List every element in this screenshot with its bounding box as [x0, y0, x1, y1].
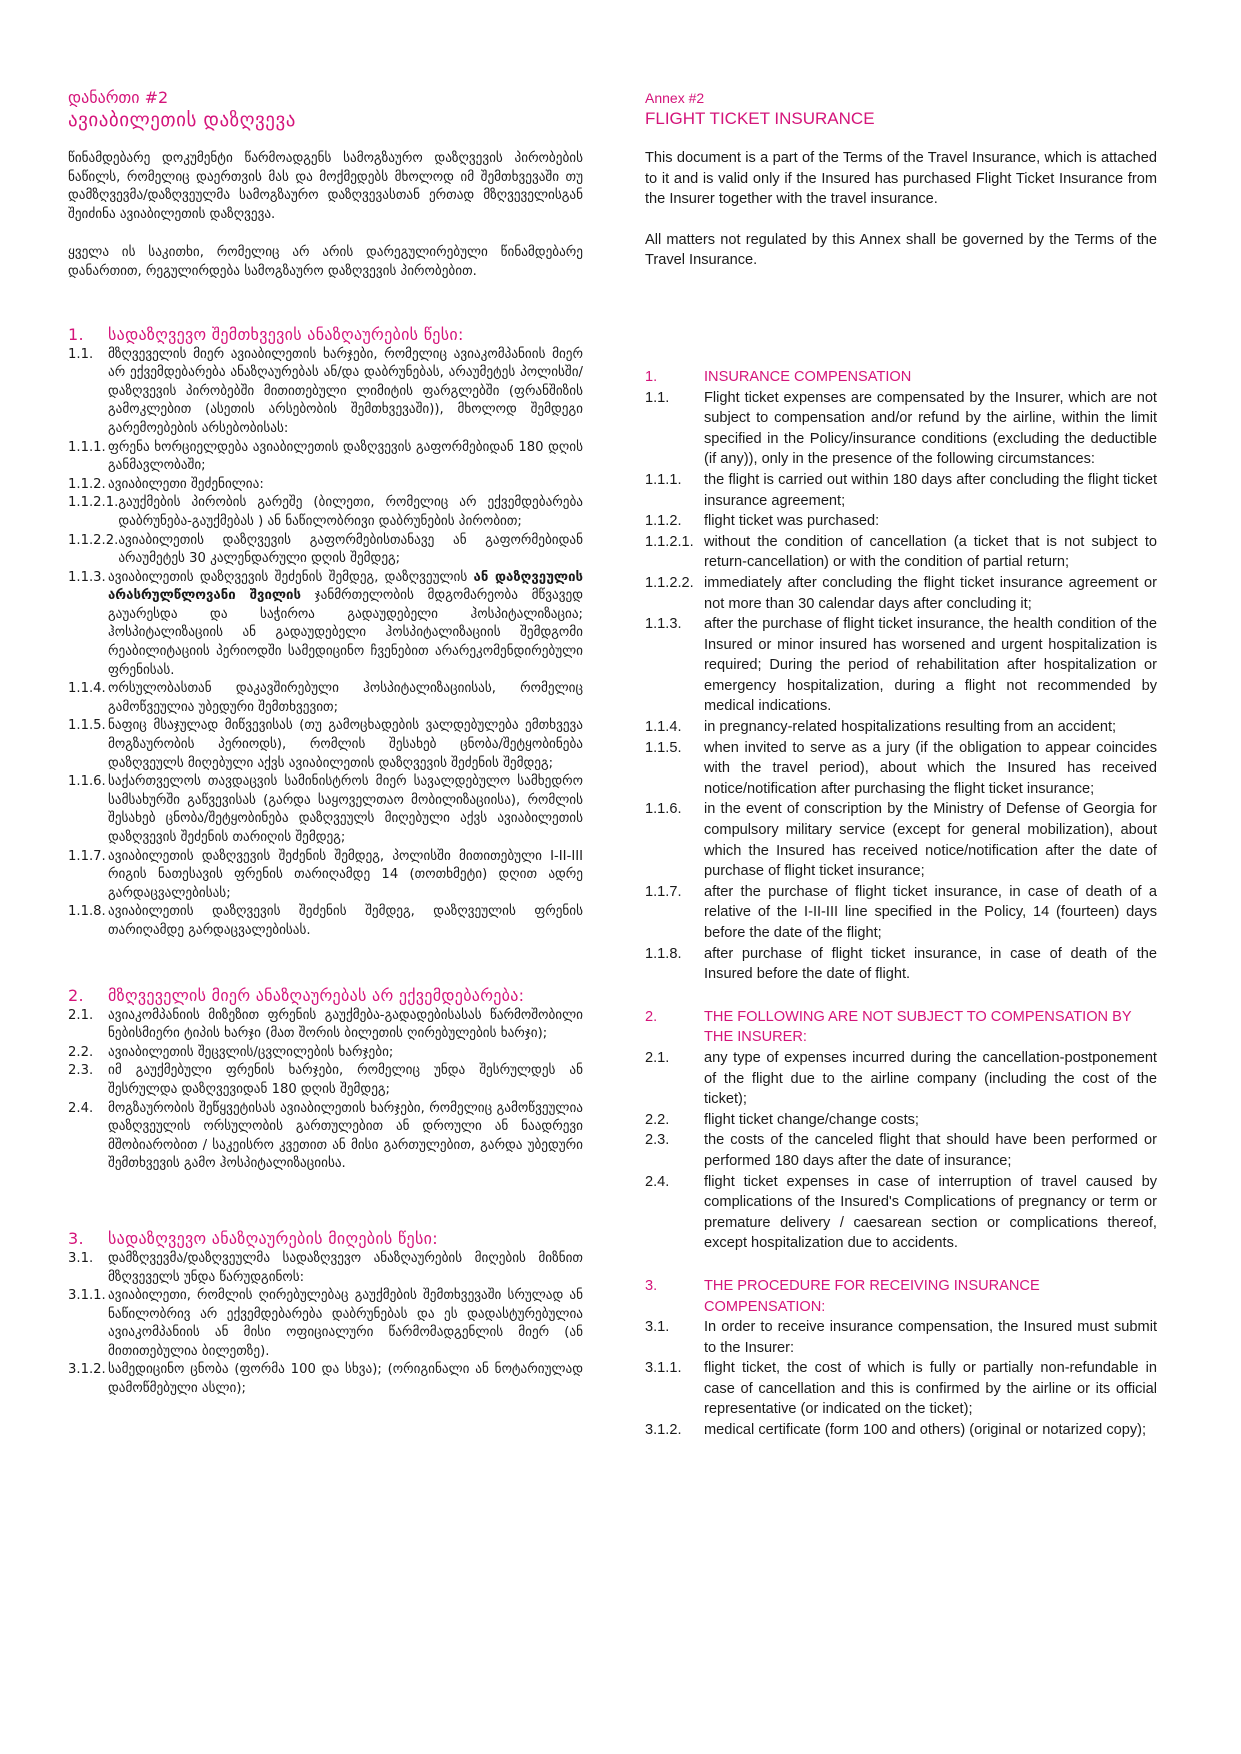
item-text: ავიაბილეთის შეცვლის/ცვლილების ხარჯები;	[108, 1044, 394, 1060]
list-item	[645, 1130, 1157, 1171]
intro-paragraph: All matters not regulated by this Annex shall be governed by the Terms of the Travel Insurance.	[645, 231, 1157, 269]
section-title: INSURANCE COMPENSATION	[704, 368, 912, 385]
list-item	[645, 1317, 1157, 1358]
document-title: FLIGHT TICKET INSURANCE	[645, 109, 875, 128]
list-item	[645, 388, 1157, 470]
item-text: ფრენა ხორციელდება ავიაბილეთის დაზღვევის გაფორმებიდან 180 დღის განმავლობაში;	[108, 439, 583, 474]
list-item	[68, 903, 583, 940]
list-item	[645, 882, 1157, 944]
section-number: 1.	[645, 368, 658, 385]
item-text: სამედიცინო ცნობა (ფორმა 100 და სხვა); (ორიგინალი ან ნოტარიულად დამოწმებული ასლი);	[108, 1362, 583, 1397]
list-item	[645, 738, 1157, 800]
item-number: 1.1.3.	[645, 616, 682, 633]
item-text: დამზღვევმა/დაზღვეულმა სადაზღვევო ანაზღაურების მიღების მიზნით მზღვეველს უნდა წარუდგინოს:	[108, 1250, 583, 1285]
item-number: 1.1.2.	[645, 513, 682, 530]
item-number: 1.1.8.	[68, 904, 106, 920]
section-title: THE FOLLOWING ARE NOT SUBJECT TO COMPENSATION BY THE INSURER:	[704, 1008, 1132, 1046]
list-item	[68, 532, 583, 569]
item-text: იმ გაუქმებული ფრენის ხარჯები, რომელიც უნდა შესრულდეს ან შესრულდა დაზღვევიდან 180 დღის შემდეგ;	[108, 1063, 583, 1097]
item-text: in the event of conscription by the Ministry of Defense of Georgia for compulsory military service (except for general mobilization), about which the Insured has received notice/notification after the date of purchase of flight ticket insurance;	[704, 801, 1157, 880]
item-number: 1.1.5.	[68, 718, 106, 734]
item-text: in pregnancy-related hospitalizations resulting from an accident;	[704, 719, 1117, 736]
item-text	[108, 569, 583, 681]
section-2	[645, 1007, 1157, 1254]
item-number: 3.1.1.	[68, 1288, 106, 1304]
item-number: 1.1.2.1.	[68, 495, 119, 511]
item-number: 1.1.	[645, 389, 670, 406]
section-2	[68, 985, 583, 1174]
item-text: after the purchase of flight ticket insurance, the health condition of the Insured or minor insured has worsened and urgent hospitalization is required; During the period of rehabilitation after hospitalization or emergency hospitalization, during a flight not recommended by medical indications.	[704, 616, 1157, 715]
item-text: medical certificate (form 100 and others) (original or notarized copy);	[704, 1422, 1147, 1439]
item-number: 1.1.1.	[68, 439, 106, 455]
list-item	[645, 573, 1157, 614]
item-number: 2.2.	[68, 1044, 94, 1060]
list-item	[645, 1048, 1157, 1110]
item-number: 1.1.5.	[645, 739, 682, 756]
item-text: ნაფიც მსაჯულად მიწვევისას (თუ გამოცხადების ვალდებულება ემთხვევა მოგზაურობის პერიოდს), რომლის შესახებ ცნობა/შეტყობინება დაზღვეულს მიღებული აქვს ავიაბილეთის დაზღვევის შეძენის შემდეგ;	[108, 718, 583, 771]
item-text: when invited to serve as a jury (if the obligation to appear coincides with the travel period), about which the Insured has received notice/notification after purchasing the flight ticket insurance;	[704, 739, 1157, 797]
item-text: Flight ticket expenses are compensated by the Insurer, which are not subject to compensation and/or refund by the airline, within the limit specified in the Policy/insurance conditions (excluding the deductible (if any)), only in the presence of the following circumstances:	[704, 389, 1157, 468]
section-number: 3.	[645, 1277, 658, 1294]
item-number: 2.1.	[645, 1049, 670, 1066]
section-title: სადაზღვევო ანაზღაურების მიღების წესი:	[108, 1228, 438, 1248]
item-text: ავიაბილეთი შეძენილია:	[108, 476, 264, 492]
section-3	[645, 1276, 1157, 1441]
list-item	[68, 439, 583, 476]
item-number: 1.1.6.	[645, 801, 682, 818]
item-text: flight ticket was purchased:	[704, 513, 880, 530]
item-text: flight ticket expenses in case of interruption of travel caused by complications of the Insured's Complications of pregnancy or term or premature delivery / caesarean section or complications thereof, except hospitalization due to accidents.	[704, 1173, 1157, 1252]
list-item	[68, 569, 583, 681]
item-number: 3.1.	[68, 1250, 94, 1266]
item-number: 2.4.	[68, 1100, 94, 1116]
list-item	[68, 1044, 583, 1063]
item-text: flight ticket change/change costs;	[704, 1111, 919, 1128]
list-item	[68, 848, 583, 904]
item-number: 1.1.1.	[645, 471, 682, 488]
item-text: without the condition of cancellation (a ticket that is not subject to return-cancellation) or with the condition of partial return;	[704, 533, 1157, 571]
intro-paragraph: წინამდებარე დოკუმენტი წარმოადგენს სამოგზაურო დაზღვევის პირობების ნაწილს, რომელიც დაერთვის მას და მოქმედებს მხოლოდ იმ შემთხვევაში თუ დამზღვევმა/დაზღვეულმა სამოგზაურო დაზღვევასთან ერთად მზღვეველისგან შეიძინა ავიაბილეთის დაზღვევა.	[68, 151, 583, 222]
item-number: 1.1.4.	[645, 719, 682, 736]
item-text-part: ავიაბილეთის დაზღვევის შეძენის შემდეგ, დაზღვეულის	[108, 569, 474, 585]
list-item	[645, 717, 1157, 738]
item-number: 1.1.2.2.	[68, 532, 119, 548]
item-number: 2.2.	[645, 1111, 670, 1128]
list-item	[645, 511, 1157, 532]
english-column	[645, 88, 1157, 1441]
item-text: In order to receive insurance compensation, the Insured must submit to the Insurer:	[704, 1319, 1157, 1356]
item-number: 2.3.	[645, 1132, 670, 1149]
section-number: 1.	[68, 324, 84, 344]
item-number: 2.1.	[68, 1007, 94, 1023]
list-item	[645, 1358, 1157, 1420]
item-text: ავიაბილეთის დაზღვევის გაფორმებისთანავე ან გაფორმებიდან არაუმეტეს 30 კალენდარული დღის შემდეგ;	[118, 532, 583, 567]
item-text: ავიაბილეთის დაზღვევის შეძენის შემდეგ, დაზღვეულის ფრენის თარიღამდე გარდაცვალებისას.	[108, 904, 583, 938]
list-item	[645, 470, 1157, 511]
intro-paragraph: ყველა ის საკითხი, რომელიც არ არის დარეგულირებული წინამდებარე დანართით, რეგულირდება სამოგზაურო დაზღვევის პირობებით.	[68, 245, 583, 279]
item-text: the flight is carried out within 180 days after concluding the flight ticket insurance agreement;	[704, 471, 1157, 509]
item-text: ორსულობასთან დაკავშირებული ჰოსპიტალიზაციისას, რომელიც გამოწვეულია უბედური შემთხვევით;	[108, 681, 583, 715]
list-item	[645, 614, 1157, 717]
item-text: საქართველოს თავდაცვის სამინისტროს მიერ სავალდებულო სამხედრო სამსახურში გაწვევისას (გარდა საყოველთაო მობილიზაციისა), რომლის შესახებ ცნობა/შეტყობინება დაზღვეულს მიღებული აქვს ავიაბილეთის დაზღვევის შეძენის თარიღის შემდეგ;	[108, 774, 583, 845]
list-item	[68, 1062, 583, 1099]
annex-label: დანართი #2	[68, 88, 169, 107]
list-item	[68, 494, 583, 531]
list-item	[68, 773, 583, 847]
item-number: 1.1.3.	[68, 569, 106, 585]
item-number: 1.1.4.	[68, 681, 106, 697]
item-text: მოგზაურობის შეწყვეტისას ავიაბილეთის ხარჯები, რომელიც გამოწვეულია დაზღვეულის ორსულობის გართულებით ან დროული ან ნაადრევი მშობიარობით / საკეისრო კვეთით ან მისი გართულებით, გარდა უბედური შემთხვევის გამო ჰოსპიტალიზაციისა.	[108, 1100, 583, 1172]
item-text: მზღვეველის მიერ ავიაბილეთის ხარჯები, რომელიც ავიაკომპანიის მიერ არ ექვემდებარება ანაზღაურებას ან/და დაბრუნებას, არაუმეტეს პოლისში/დაზღვევის პირობებში მითითებული ლიმიტის ფარგლებში (ფრანშიზის გამოკლებით (ასეთის არსებობის შემთხვევაში)), მხოლოდ შემდეგი გარემოებების არსებობისას:	[108, 346, 583, 436]
item-number: 2.3.	[68, 1063, 94, 1079]
item-number: 3.1.1.	[645, 1360, 682, 1377]
georgian-column	[68, 88, 583, 1399]
list-item	[68, 680, 583, 717]
section-number: 2.	[68, 985, 84, 1005]
item-text: ავიაკომპანიის მიზეზით ფრენის გაუქმება-გადადებისასას წარმოშობილი ნებისმიერი ტიპის ხარჯი (მათ შორის ბილეთის ღირებულების ხარჯი);	[108, 1007, 583, 1042]
list-item	[68, 1007, 583, 1044]
item-number: 1.1.	[68, 346, 94, 362]
item-number: 1.1.2.	[68, 476, 106, 492]
section-1	[68, 324, 583, 941]
item-number: 1.1.8.	[645, 945, 682, 962]
item-text: immediately after concluding the flight ticket insurance agreement or not more than 30 calendar days after concluding it;	[704, 574, 1157, 612]
item-number: 1.1.2.1.	[645, 533, 694, 550]
section-3	[68, 1228, 583, 1399]
document-title: ავიაბილეთის დაზღვევა	[68, 109, 296, 131]
item-text: after the purchase of flight ticket insurance, in case of death of a relative of the I-II-III line specified in the Policy, 14 (fourteen) days before the date of the flight;	[704, 883, 1157, 941]
annex-label: Annex #2	[645, 90, 705, 106]
item-number: 1.1.6.	[68, 774, 106, 790]
item-text-emphasis: ან დაზღვეულის არასრულწლოვანი შვილის	[108, 569, 583, 604]
section-1	[645, 367, 1157, 985]
item-text: after purchase of flight ticket insurance, in case of death of the Insured before the date of flight.	[704, 945, 1157, 983]
item-text: ავიაბილეთის დაზღვევის შეძენის შემდეგ, პოლისში მითითებული I-II-III რიგის ნათესავის ფრენის თარიღამდე 14 (თოთხმეტი) დღით ადრე გარდაცვალებისას;	[108, 848, 583, 901]
list-item	[68, 1100, 583, 1174]
item-text-part: ჯანმრთელობის მდგომარეობა მწვავედ გაუარესდა და საჭიროა გადაუდებელი ჰოსპიტალიზაცია; ჰოსპიტალიზაციის ან გადაუდებელი ჰოსპიტალიზაციის შემდგომი რეაბილიტაციის პერიოდში სამედიცინო ჩვენებით არარეკომენდირებული ფრენისას.	[108, 588, 583, 678]
list-item	[645, 1110, 1157, 1131]
section-title: სადაზღვევო შემთხვევის ანაზღაურების წესი:	[108, 324, 464, 344]
item-text: flight ticket, the cost of which is fully or partially non-refundable in case of cancellation and this is confirmed by the airline or its official representative (or indicated on the ticket);	[704, 1360, 1157, 1418]
item-number: 1.1.2.2.	[645, 574, 694, 591]
list-item	[645, 944, 1157, 985]
list-item	[68, 476, 583, 495]
section-title: მზღვეველის მიერ ანაზღაურებას არ ექვემდებარება:	[108, 985, 525, 1005]
item-number: 2.4.	[645, 1173, 670, 1190]
list-item	[645, 1172, 1157, 1254]
list-item	[645, 532, 1157, 573]
item-number: 1.1.7.	[68, 848, 106, 864]
list-item	[68, 346, 583, 439]
intro-paragraph: This document is a part of the Terms of the Travel Insurance, which is attached to it and is valid only if the Insured has purchased Flight Ticket Insurance from the Insurer together with the travel insurance.	[645, 150, 1157, 208]
list-item	[68, 717, 583, 773]
list-item	[645, 1420, 1157, 1441]
section-number: 2.	[645, 1008, 658, 1025]
list-item	[68, 1361, 583, 1398]
section-title: THE PROCEDURE FOR RECEIVING INSURANCE COMPENSATION:	[704, 1277, 1040, 1315]
item-text: ავიაბილეთი, რომლის ღირებულებაც გაუქმების შემთხვევაში სრულად ან ნაწილობრივ არ ექვემდებარება დაბრუნებას და ეს დადასტურებულია ავიაკომპანიის ან მისი ოფიციალური წარმომადგენლის მიერ (ან მითითებულია ბილეთზე).	[108, 1288, 583, 1359]
item-text: the costs of the canceled flight that should have been performed or performed 180 days after the date of insurance;	[704, 1132, 1157, 1169]
item-number: 3.1.2.	[645, 1422, 682, 1439]
section-number: 3.	[68, 1228, 84, 1248]
item-text: გაუქმების პირობის გარეშე (ბილეთი, რომელიც არ ექვემდებარება დაბრუნება-გაუქმებას ) ან ნაწილობრივი დაბრუნების პირობით;	[118, 495, 583, 529]
item-number: 3.1.	[645, 1319, 670, 1336]
item-text: any type of expenses incurred during the cancellation-postponement of the flight due to the airline company (including the cost of the ticket);	[704, 1049, 1157, 1108]
list-item	[645, 799, 1157, 881]
list-item	[68, 1287, 583, 1361]
item-number: 3.1.2.	[68, 1362, 106, 1378]
list-item	[68, 1250, 583, 1287]
item-number: 1.1.7.	[645, 883, 682, 900]
